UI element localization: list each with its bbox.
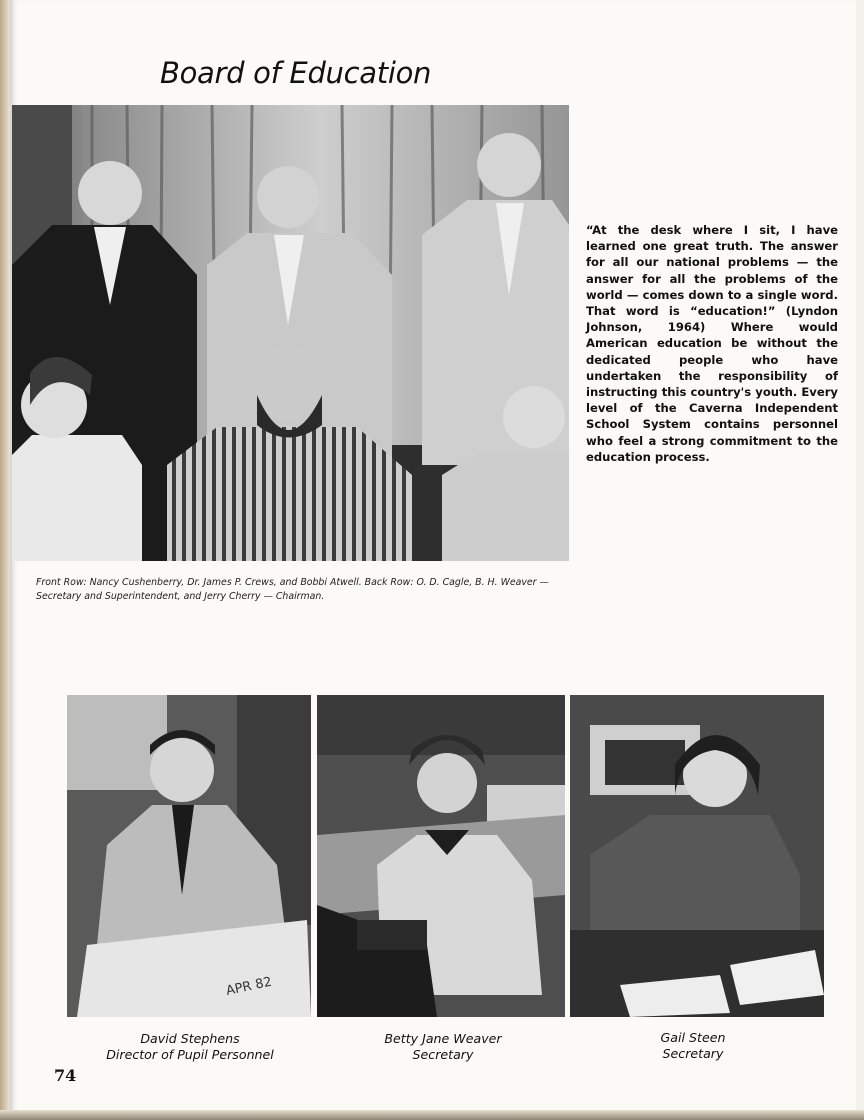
desk-calendar-label: APR 82 [224, 974, 274, 999]
portrait-caption-betty-jane-weaver [343, 1031, 543, 1063]
portrait-role: Secretary [412, 1047, 474, 1062]
portrait-name: David Stephens [140, 1031, 240, 1046]
page-title: Board of Education [160, 56, 432, 90]
board-group-photo [12, 105, 569, 561]
portrait-role: Secretary [662, 1046, 724, 1061]
portrait-role: Director of Pupil Personnel [106, 1047, 274, 1062]
portrait-caption-gail-steen [593, 1030, 793, 1062]
portrait-name: Gail Steen [660, 1030, 726, 1045]
portrait-photo-david-stephens [67, 695, 311, 1017]
page-bottom-edge [0, 1110, 864, 1120]
group-photo-caption: Front Row: Nancy Cushenberry, Dr. James P. Crews, and Bobbi Atwell. Back Row: O. D. Cagle, B. H. Weaver — Secretary and Superintendent, and Jerry Cherry — Chairman. [36, 577, 549, 602]
page-number: 74 [54, 1066, 77, 1085]
portrait-name: Betty Jane Weaver [384, 1031, 502, 1046]
portrait-caption-david-stephens [90, 1031, 290, 1063]
johnson-quote-text: “At the desk where I sit, I have learned one great truth. The answer for all our national problems — the answer for all the problems of the world — comes down to a single word. That word is “education!” (Lyndon Johnson, 1964) Where would American education be without the dedicated people who have undertaken the responsibility of instructing this country's youth. Every level of the Caverna Independent School System contains personnel who feel a strong commitment to the education process. [586, 223, 838, 464]
portrait-photo-betty-jane-weaver [317, 695, 565, 1017]
portrait-photo-gail-steen [570, 695, 824, 1017]
